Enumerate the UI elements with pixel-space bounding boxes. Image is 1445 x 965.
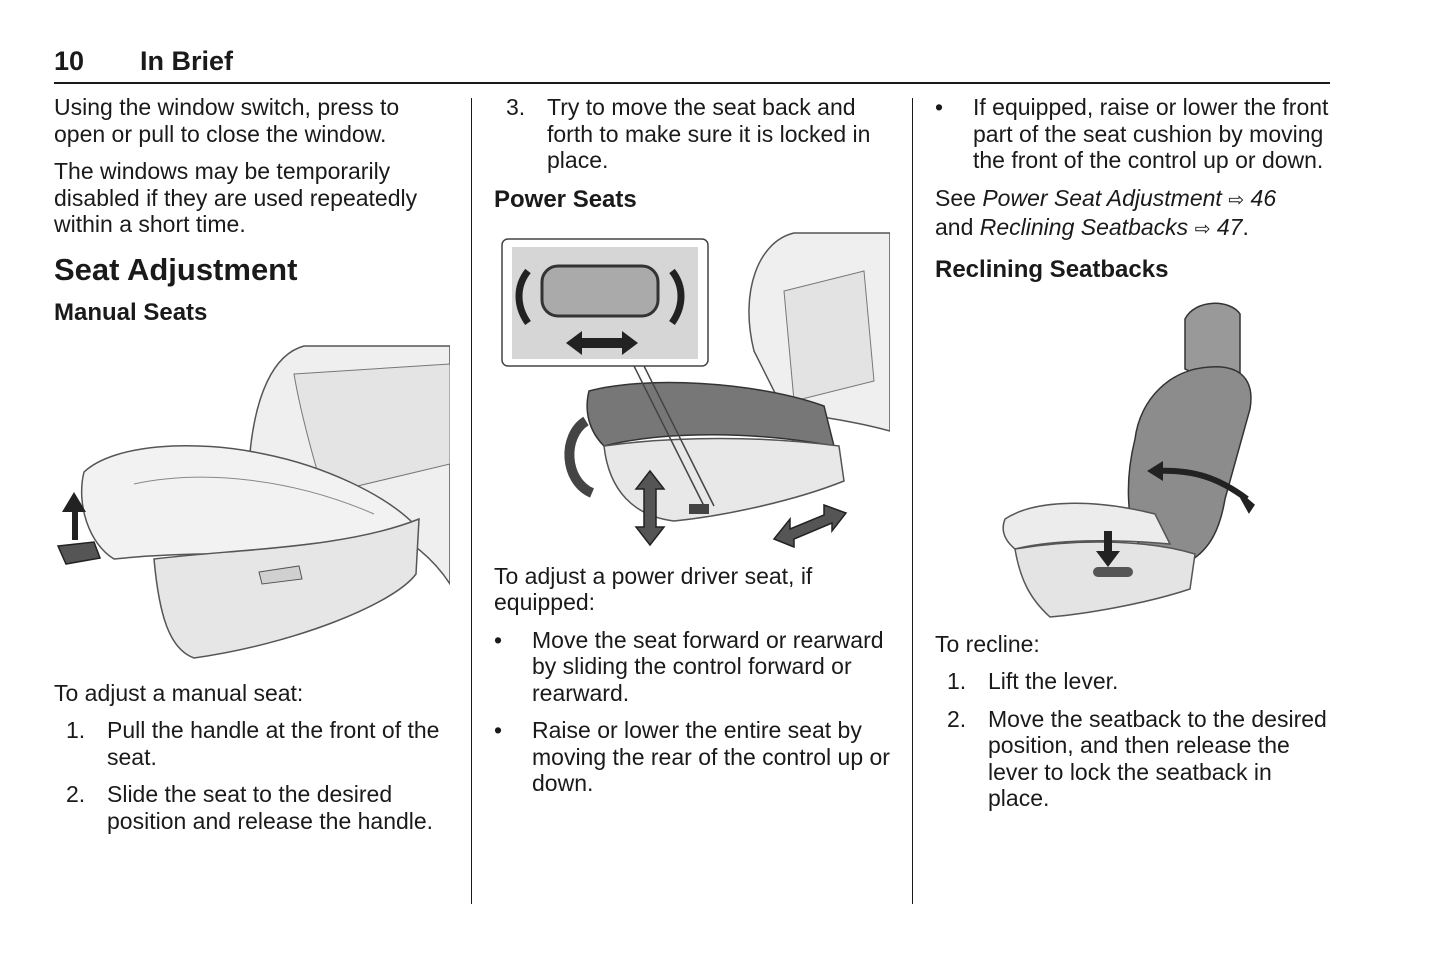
window-disable-paragraph: The windows may be temporarily disabled if they are used repeatedly within a short time. [54, 158, 418, 237]
xref-arrow-icon: ⇨ [1194, 219, 1211, 240]
manual-seats-heading: Manual Seats [54, 298, 208, 326]
fore-aft-arrow-icon [774, 505, 846, 547]
control-switch-icon [542, 266, 658, 316]
page-header [54, 46, 1330, 84]
section-title: In Brief [140, 46, 234, 76]
manual-seat-intro: To adjust a manual seat: [54, 679, 304, 706]
seat-base [604, 438, 844, 521]
window-switch-paragraph: Using the window switch, press to open or pull to close the window. [54, 94, 400, 147]
xref-arrow-icon: ⇨ [1228, 189, 1245, 211]
page-number: 10 [54, 46, 85, 76]
reclining-seat-illustration [995, 299, 1305, 619]
see-references: See Power Seat Adjustment ⇨ 46 and Reclining Seatbacks ⇨ 47. [935, 184, 1277, 240]
column-2 [494, 94, 892, 808]
power-seats-heading: Power Seats [494, 185, 637, 213]
headrest [1185, 303, 1240, 376]
power-seat-intro: To adjust a power driver seat, if equipped: [494, 562, 813, 615]
xref-link[interactable]: Power Seat Adjustment [982, 184, 1222, 211]
list-item: • Raise or lower the entire seat by moving the rear of the control up or down. [494, 717, 890, 796]
tilt-arrow-icon [569, 421, 592, 493]
column-divider [912, 98, 913, 904]
list-item: • Move the seat forward or rearward by sliding the control forward or rearward. [494, 626, 884, 706]
list-item: 1. Lift the lever. [947, 668, 1119, 694]
reclining-seatbacks-heading: Reclining Seatbacks [935, 255, 1169, 283]
xref-page[interactable]: 47 [1216, 214, 1243, 240]
list-item: 2. Move the seatback to the desired position, and then release the lever to lock the seatback in place. [947, 705, 1327, 811]
list-item: 2. Slide the seat to the desired position and release the handle. [66, 781, 434, 834]
recline-lever [1093, 567, 1133, 577]
column-1 [54, 94, 454, 845]
recline-intro: To recline: [935, 630, 1040, 657]
power-seat-illustration [494, 231, 890, 549]
front-handle [58, 542, 100, 564]
list-item: • If equipped, raise or lower the front part of the seat cushion by moving the front of the control up or down. [935, 94, 1329, 173]
xref-link[interactable]: Reclining Seatbacks [979, 214, 1189, 240]
list-item: 1. Pull the handle at the front of the seat. [66, 717, 440, 770]
xref-page[interactable]: 46 [1250, 184, 1277, 211]
column-3 [935, 94, 1330, 823]
list-item: 3. Try to move the seat back and forth to make sure it is locked in place. [506, 94, 871, 173]
power-switch [689, 504, 709, 514]
column-divider [471, 98, 472, 904]
seat-adjustment-heading: Seat Adjustment [54, 251, 298, 287]
manual-seat-illustration [54, 344, 450, 666]
